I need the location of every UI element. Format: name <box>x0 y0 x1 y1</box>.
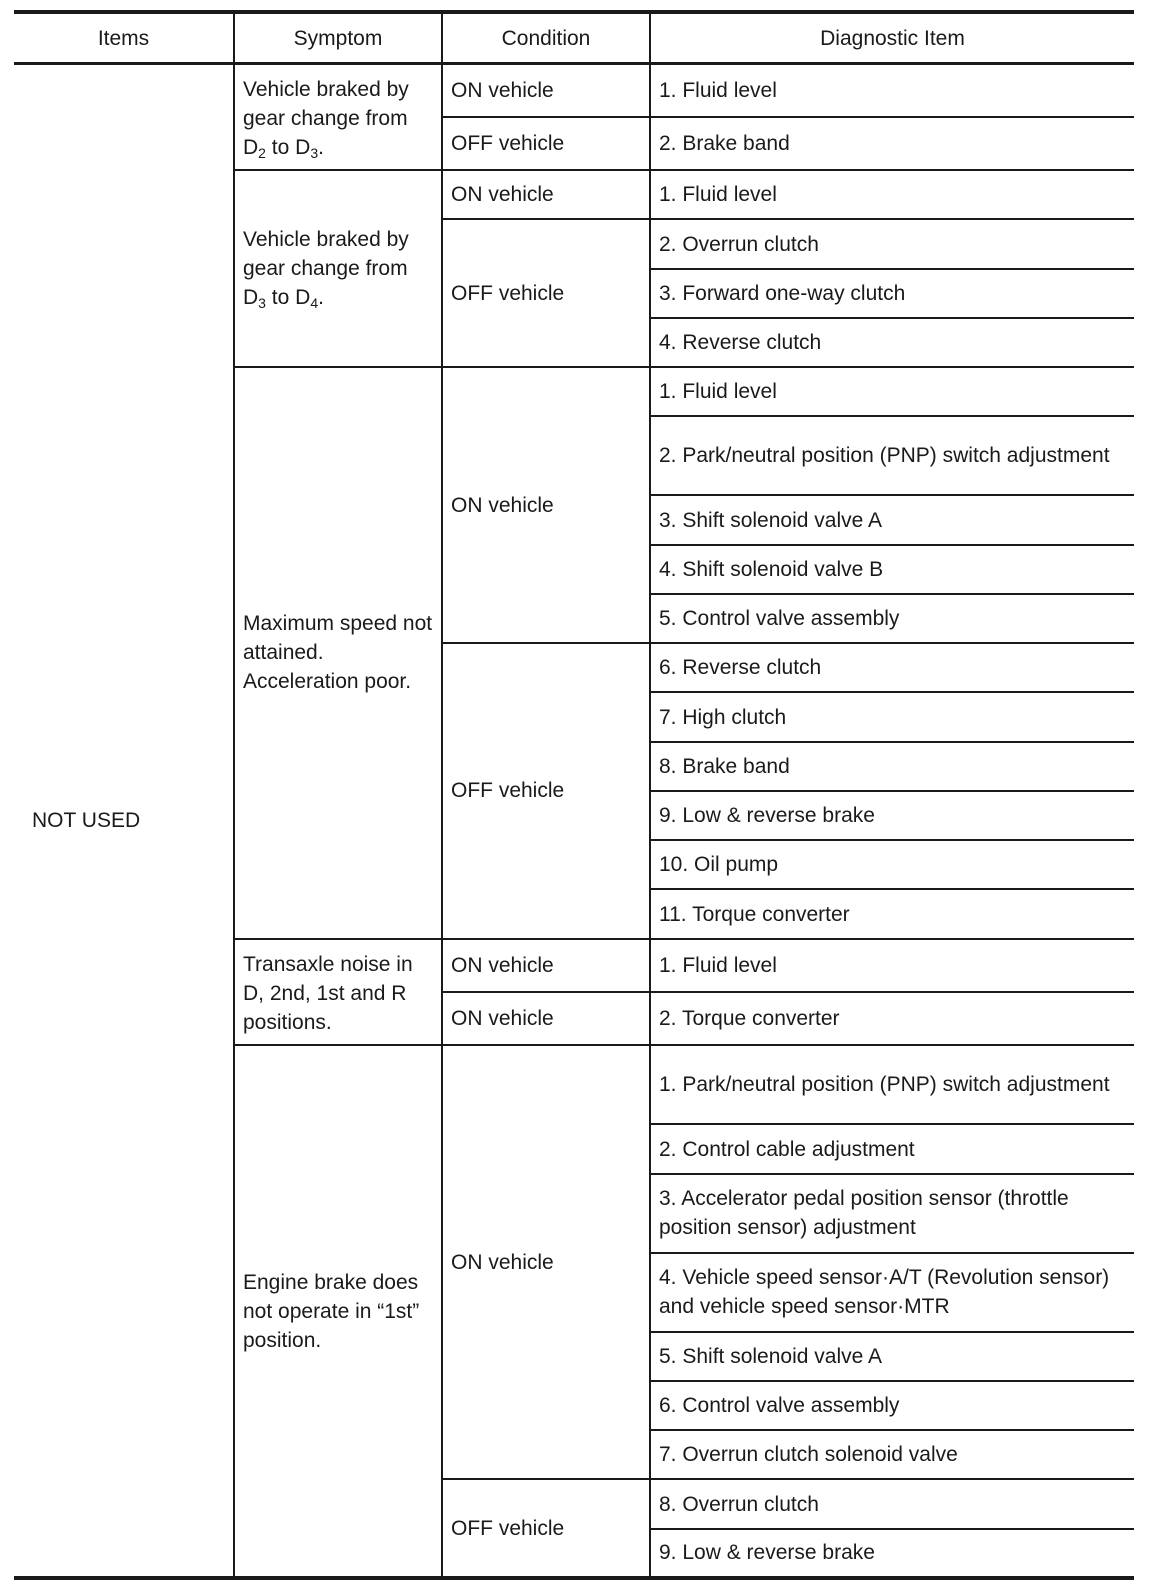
symptom-cell: Vehicle braked by gear change from $D_3$ to $D_4$. <box>234 170 442 367</box>
diagnostic-item-cell: 6. Control valve assembly <box>650 1381 1134 1430</box>
condition-cell: OFF vehicle <box>442 219 650 367</box>
items-cell: NOT USED <box>14 64 234 1579</box>
diagnostic-item-cell: 5. Shift solenoid valve A <box>650 1332 1134 1381</box>
condition-cell: OFF vehicle <box>442 117 650 170</box>
header-row <box>14 12 1134 64</box>
table-row <box>14 64 1134 117</box>
diagnostic-item-cell: 2. Brake band <box>650 117 1134 170</box>
diagnostic-item-cell: 2. Control cable adjustment <box>650 1124 1134 1173</box>
diagnostic-item-cell: 8. Overrun clutch <box>650 1479 1134 1528</box>
header-condition: Condition <box>442 12 650 64</box>
diagnostic-item-cell: 2. Torque converter <box>650 992 1134 1045</box>
diagnostic-item-cell: 9. Low & reverse brake <box>650 1529 1134 1578</box>
diagnostic-item-cell: 3. Shift solenoid valve A <box>650 495 1134 544</box>
diagnostic-item-cell: 1. Park/neutral position (PNP) switch adjustment <box>650 1045 1134 1124</box>
diagnostic-item-cell: 3. Accelerator pedal position sensor (throttle position sensor) adjustment <box>650 1174 1134 1253</box>
diagnostic-item-cell: 1. Fluid level <box>650 170 1134 219</box>
diagnostic-item-cell: 1. Fluid level <box>650 64 1134 117</box>
diagnostic-table <box>14 10 1134 1580</box>
header-diagnostic-item: Diagnostic Item <box>650 12 1134 64</box>
symptom-cell: Transaxle noise in D, 2nd, 1st and R positions. <box>234 939 442 1046</box>
diagnostic-item-cell: 3. Forward one-way clutch <box>650 269 1134 318</box>
condition-cell: OFF vehicle <box>442 1479 650 1578</box>
condition-cell: ON vehicle <box>442 939 650 992</box>
condition-cell: ON vehicle <box>442 367 650 643</box>
condition-cell: ON vehicle <box>442 1045 650 1479</box>
condition-cell: ON vehicle <box>442 64 650 117</box>
condition-cell: ON vehicle <box>442 170 650 219</box>
diagnostic-item-cell: 2. Park/neutral position (PNP) switch adjustment <box>650 416 1134 495</box>
diagnostic-item-cell: 1. Fluid level <box>650 367 1134 416</box>
diagnostic-item-cell: 4. Vehicle speed sensor·A/T (Revolution sensor) and vehicle speed sensor·MTR <box>650 1253 1134 1332</box>
diagnostic-item-cell: 10. Oil pump <box>650 840 1134 889</box>
diagnostic-item-cell: 6. Reverse clutch <box>650 643 1134 692</box>
diagnostic-item-cell: 1. Fluid level <box>650 939 1134 992</box>
diagnostic-item-cell: 7. Overrun clutch solenoid valve <box>650 1430 1134 1479</box>
diagnostic-item-cell: 5. Control valve assembly <box>650 594 1134 643</box>
diagnostic-item-cell: 4. Reverse clutch <box>650 318 1134 367</box>
diagnostic-item-cell: 8. Brake band <box>650 742 1134 791</box>
header-symptom: Symptom <box>234 12 442 64</box>
condition-cell: ON vehicle <box>442 992 650 1045</box>
diagnostic-item-cell: 11. Torque converter <box>650 889 1134 938</box>
diagnostic-item-cell: 9. Low & reverse brake <box>650 791 1134 840</box>
symptom-cell: Vehicle braked by gear change from $D_2$ to $D_3$. <box>234 64 442 171</box>
diagnostic-item-cell: 7. High clutch <box>650 692 1134 741</box>
diagnostic-item-cell: 4. Shift solenoid valve B <box>650 545 1134 594</box>
diagnostic-item-cell: 2. Overrun clutch <box>650 219 1134 268</box>
symptom-cell: Engine brake does not operate in “1st” position. <box>234 1045 442 1578</box>
header-items: Items <box>14 12 234 64</box>
condition-cell: OFF vehicle <box>442 643 650 939</box>
symptom-cell: Maximum speed not attained. Acceleration poor. <box>234 367 442 939</box>
